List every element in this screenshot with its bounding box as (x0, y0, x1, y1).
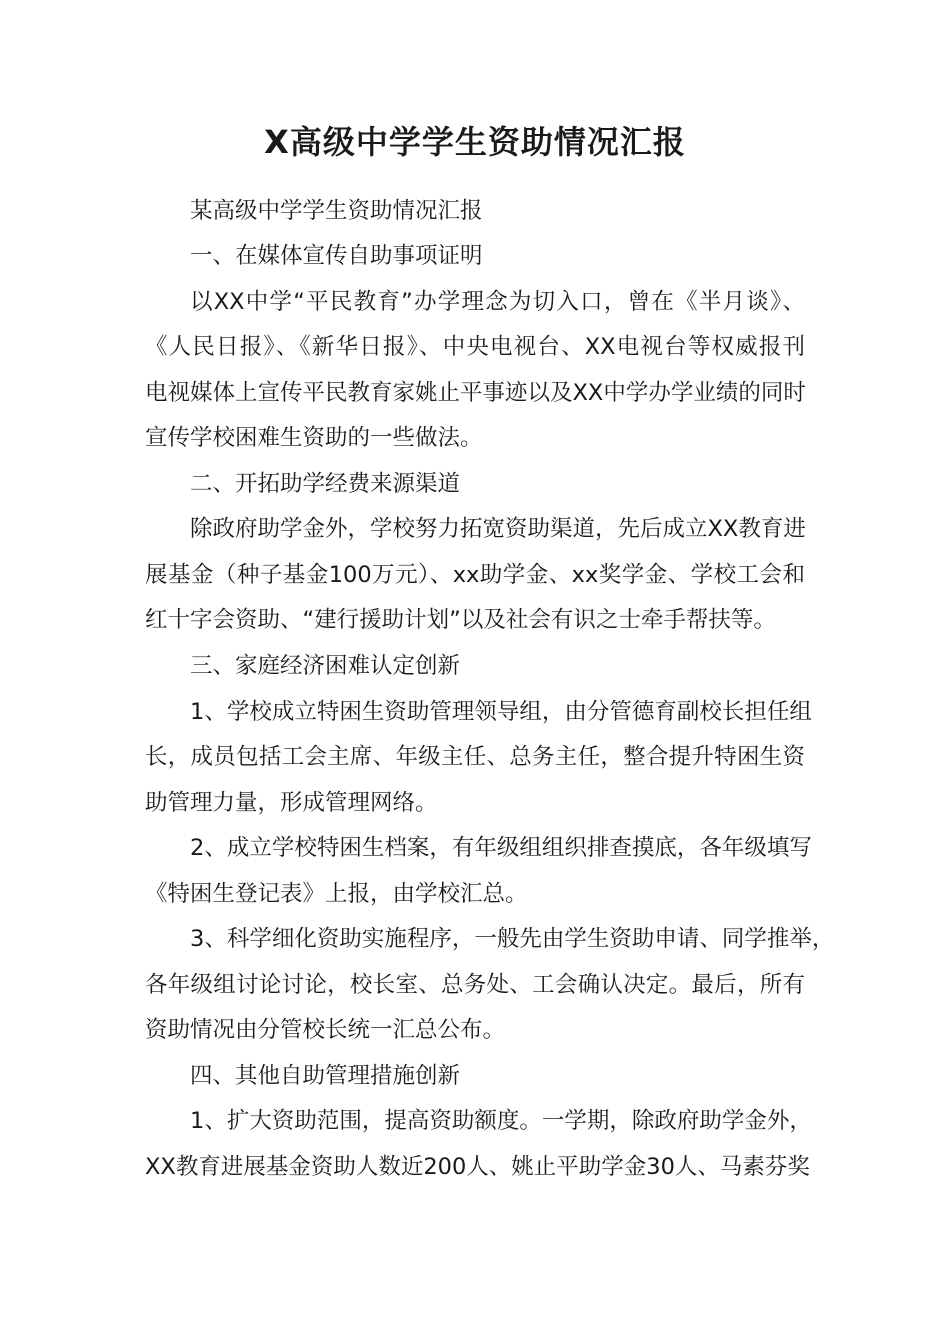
section-heading-4: 四、其他自助管理措施创新 (190, 1063, 461, 1089)
paragraph-line: 《人民日报》、《新华日报》、中央电视台、XX电视台等权威报刊 (145, 334, 805, 360)
paragraph-line: 展基金（种子基金100万元）、xx助学金、xx奖学金、学校工会和 (145, 562, 805, 588)
paragraph-line: 《特困生登记表》上报，由学校汇总。 (145, 881, 528, 907)
section-heading-2: 二、开拓助学经费来源渠道 (190, 471, 461, 497)
paragraph-line: 长，成员包括工会主席、年级主任、总务主任，整合提升特困生资 (145, 744, 805, 770)
section-heading-3: 三、家庭经济困难认定创新 (190, 653, 461, 679)
subtitle-line: 某高级中学学生资助情况汇报 (190, 198, 483, 224)
section-heading-1: 一、在媒体宣传自助事项证明 (190, 243, 483, 269)
paragraph-line: 除政府助学金外，学校努力拓宽资助渠道，先后成立XX教育进 (190, 516, 806, 542)
paragraph-line: XX教育进展基金资助人数近200人、姚止平助学金30人、马素芬奖 (145, 1154, 810, 1180)
paragraph-line: 宣传学校困难生资助的一些做法。 (145, 425, 483, 451)
paragraph-line: 以XX中学“平民教育”办学理念为切入口，曾在《半月谈》、 (190, 289, 805, 315)
paragraph-line: 1、学校成立特困生资助管理领导组，由分管德育副校长担任组 (190, 699, 812, 725)
paragraph-line: 1、扩大资助范围，提高资助额度。一学期，除政府助学金外， (190, 1108, 812, 1134)
paragraph-line: 助管理力量，形成管理网络。 (145, 790, 438, 816)
document-title: X高级中学学生资助情况汇报 (264, 123, 686, 161)
paragraph-line: 3、科学细化资助实施程序，一般先由学生资助申请、同学推举， (190, 926, 835, 952)
paragraph-line: 资助情况由分管校长统一汇总公布。 (145, 1017, 506, 1043)
paragraph-line: 2、成立学校特困生档案，有年级组组织排查摸底，各年级填写 (190, 835, 812, 861)
paragraph-line: 电视媒体上宣传平民教育家姚止平事迹以及XX中学办学业绩的同时 (145, 380, 806, 406)
paragraph-line: 红十字会资助、“建行援助计划”以及社会有识之士牵手帮扶等。 (145, 607, 776, 633)
paragraph-line: 各年级组讨论讨论，校长室、总务处、工会确认决定。最后，所有 (145, 972, 805, 998)
